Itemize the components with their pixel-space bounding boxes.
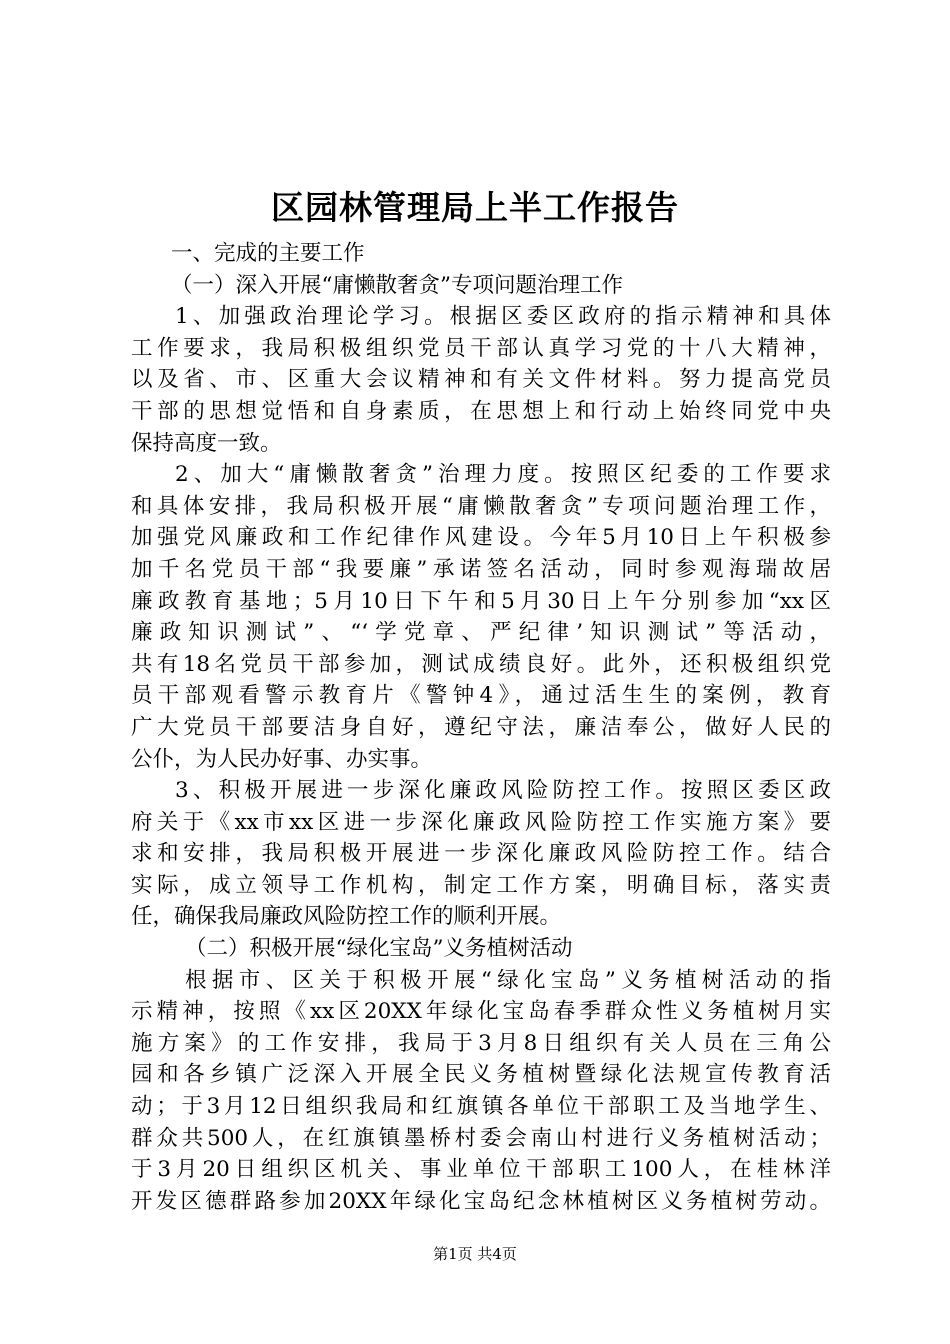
paragraph-line: 开发区德群路参加20XX年绿化宝岛纪念林植树区义务植树劳动。 bbox=[131, 1188, 831, 1214]
paragraph-line: 加强党风廉政和工作纪律作风建设。今年5月10日上午积极参 bbox=[131, 525, 831, 551]
paragraph-line: 工作要求，我局积极组织党员干部认真学习党的十八大精神， bbox=[131, 335, 831, 361]
paragraph-line: 以及省、市、区重大会议精神和有关文件材料。努力提高党员 bbox=[131, 367, 831, 393]
document-title: 区园林管理局上半工作报告 bbox=[271, 188, 679, 227]
section-heading-1: 一、完成的主要工作 bbox=[171, 241, 365, 266]
paragraph-line: 任，确保我局廉政风险防控工作的顺利开展。 bbox=[131, 904, 562, 930]
subsection-heading-1: （一）深入开展“庸懒散奢贪”专项问题治理工作 bbox=[171, 272, 623, 298]
paragraph-line: 实际，成立领导工作机构，制定工作方案，明确目标，落实责 bbox=[131, 872, 831, 898]
paragraph-line: 施方案》的工作安排，我局于3月8日组织有关人员在三角公 bbox=[131, 1030, 831, 1056]
paragraph-line: 1、加强政治理论学习。根据区委区政府的指示精神和具体 bbox=[175, 304, 831, 330]
page-footer: 第1页 共4页 bbox=[433, 1245, 517, 1263]
paragraph-line: 和具体安排，我局积极开展“庸懒散奢贪”专项问题治理工作， bbox=[131, 493, 831, 519]
document-body bbox=[131, 238, 831, 1217]
subsection-heading-2: （二）积极开展“绿化宝岛”义务植树活动 bbox=[185, 936, 573, 962]
paragraph-line: 求和安排，我局积极开展进一步深化廉政风险防控工作。结合 bbox=[131, 841, 831, 867]
paragraph-line: 动；于3月12日组织我局和红旗镇各单位干部职工及当地学生、 bbox=[131, 1094, 831, 1120]
paragraph-line: 加千名党员干部“我要廉”承诺签名活动，同时参观海瑞故居 bbox=[131, 556, 831, 582]
paragraph-line: 员干部观看警示教育片《警钟4》，通过活生生的案例，教育 bbox=[131, 683, 831, 709]
paragraph-line: 府关于《xx市xx区进一步深化廉政风险防控工作实施方案》要 bbox=[131, 809, 831, 835]
paragraph-line: 3、积极开展进一步深化廉政风险防控工作。按照区委区政 bbox=[175, 778, 831, 804]
paragraph-line: 公仆，为人民办好事、办实事。 bbox=[131, 746, 433, 772]
paragraph-line: 2、加大“庸懒散奢贪”治理力度。按照区纪委的工作要求 bbox=[175, 462, 831, 488]
paragraph-line: 廉政知识测试”、“‘学党章、严纪律’知识测试”等活动， bbox=[131, 620, 831, 646]
paragraph-line: 干部的思想觉悟和自身素质，在思想上和行动上始终同党中央 bbox=[131, 398, 831, 424]
paragraph-line: 群众共500人，在红旗镇墨桥村委会南山村进行义务植树活动； bbox=[131, 1125, 831, 1151]
paragraph-line: 于3月20日组织区机关、事业单位干部职工100人，在桂林洋 bbox=[131, 1157, 831, 1183]
paragraph-line: 示精神，按照《xx区20XX年绿化宝岛春季群众性义务植树月实 bbox=[131, 999, 831, 1025]
paragraph-line: 根据市、区关于积极开展“绿化宝岛”义务植树活动的指 bbox=[185, 967, 831, 993]
paragraph-line: 廉政教育基地；5月10日下午和5月30日上午分别参加“xx区 bbox=[131, 588, 831, 614]
paragraph-line: 保持高度一致。 bbox=[131, 430, 282, 456]
paragraph-line: 园和各乡镇广泛深入开展全民义务植树暨绿化法规宣传教育活 bbox=[131, 1062, 831, 1088]
paragraph-line: 广大党员干部要洁身自好，遵纪守法，廉洁奉公，做好人民的 bbox=[131, 714, 831, 740]
paragraph-line: 共有18名党员干部参加，测试成绩良好。此外，还积极组织党 bbox=[131, 651, 831, 677]
